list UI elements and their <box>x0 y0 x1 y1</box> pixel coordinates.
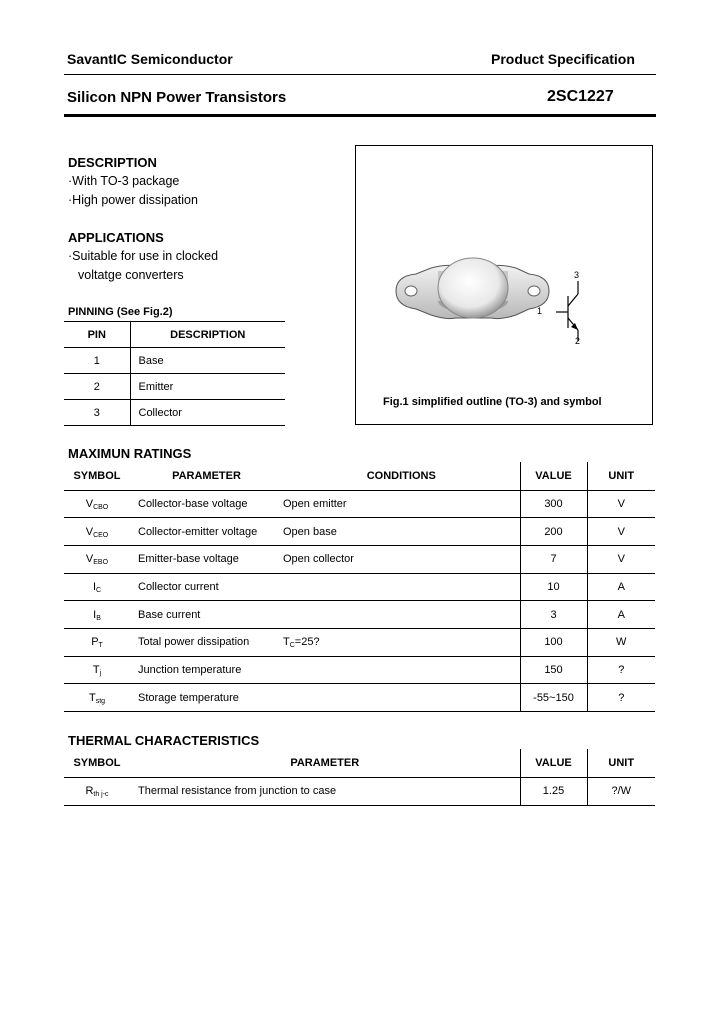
collector-pin-label: 3 <box>574 270 580 280</box>
symbol-cell: VCBO <box>64 490 130 518</box>
value-cell: -55~150 <box>520 684 587 712</box>
conditions-cell <box>283 656 520 684</box>
conditions-cell: Open collector <box>283 545 520 573</box>
to3-package-drawing <box>356 146 654 426</box>
symbol-cell: Tstg <box>64 684 130 712</box>
unit-cell: ?/W <box>587 777 655 805</box>
product-family: Silicon NPN Power Transistors <box>67 89 287 106</box>
parameter-cell: Collector current <box>130 573 283 601</box>
table-row <box>64 684 655 712</box>
base-pin-label: 1 <box>537 306 543 316</box>
header-rule-top <box>64 74 656 75</box>
parameter-cell: Junction temperature <box>130 656 283 684</box>
applications-line-1: ·Suitable for use in clocked <box>68 249 219 263</box>
table-row <box>64 348 285 374</box>
figure-caption: Fig.1 simplified outline (TO-3) and symbol <box>383 396 602 408</box>
value-cell: 200 <box>520 518 587 546</box>
table-row <box>64 777 655 805</box>
table-row <box>64 374 285 400</box>
pin-desc-header: DESCRIPTION <box>130 322 285 348</box>
description-item-1: ·With TO-3 package <box>68 174 180 188</box>
unit-cell: A <box>587 601 655 629</box>
conditions-cell: Open base <box>283 518 520 546</box>
conditions-header: CONDITIONS <box>283 462 520 490</box>
parameter-cell: Base current <box>130 601 283 629</box>
table-row <box>64 518 655 546</box>
value-cell: 3 <box>520 601 587 629</box>
parameter-cell: Storage temperature <box>130 684 283 712</box>
pin-header: PIN <box>64 322 130 348</box>
value-cell: 100 <box>520 628 587 656</box>
thermal-header-row <box>64 749 655 777</box>
parameter-header: PARAMETER <box>130 462 283 490</box>
symbol-cell: IB <box>64 601 130 629</box>
pin-number: 2 <box>64 374 130 400</box>
value-cell: 300 <box>520 490 587 518</box>
unit-cell: V <box>587 490 655 518</box>
table-row <box>64 573 655 601</box>
conditions-cell: Open emitter <box>283 490 520 518</box>
emitter-pin-label: 2 <box>575 336 581 346</box>
symbol-cell: PT <box>64 628 130 656</box>
pin-number: 3 <box>64 400 130 426</box>
table-row <box>64 656 655 684</box>
pin-description: Emitter <box>130 374 285 400</box>
header-rule-bottom <box>64 114 656 117</box>
thermal-table <box>64 749 655 806</box>
max-ratings-header-row <box>64 462 655 490</box>
symbol-header: SYMBOL <box>64 749 130 777</box>
pin-description: Collector <box>130 400 285 426</box>
symbol-cell: Rth j-c <box>64 777 130 805</box>
table-row <box>64 601 655 629</box>
pinning-header-row <box>64 322 285 348</box>
pinning-title: PINNING (See Fig.2) <box>68 306 173 318</box>
symbol-cell: VEBO <box>64 545 130 573</box>
description-title: DESCRIPTION <box>68 155 157 170</box>
unit-cell: ? <box>587 684 655 712</box>
doc-type: Product Specification <box>491 51 635 67</box>
value-cell: 150 <box>520 656 587 684</box>
value-cell: 1.25 <box>520 777 587 805</box>
table-row <box>64 400 285 426</box>
symbol-header: SYMBOL <box>64 462 130 490</box>
unit-cell: A <box>587 573 655 601</box>
symbol-cell: VCEO <box>64 518 130 546</box>
conditions-cell <box>283 601 520 629</box>
applications-title: APPLICATIONS <box>68 230 164 245</box>
conditions-cell <box>283 573 520 601</box>
value-header: VALUE <box>520 462 587 490</box>
parameter-cell: Collector-emitter voltage <box>130 518 283 546</box>
max-ratings-title: MAXIMUN RATINGS <box>68 446 192 461</box>
parameter-cell: Total power dissipation <box>130 628 283 656</box>
description-item-2: ·High power dissipation <box>68 193 198 207</box>
conditions-cell: TC=25? <box>283 628 520 656</box>
symbol-cell: Tj <box>64 656 130 684</box>
unit-cell: ? <box>587 656 655 684</box>
company-name: SavantIC Semiconductor <box>67 51 233 67</box>
unit-cell: W <box>587 628 655 656</box>
parameter-cell: Collector-base voltage <box>130 490 283 518</box>
figure-box <box>355 145 653 425</box>
unit-cell: V <box>587 545 655 573</box>
applications-line-2: voltatge converters <box>78 268 184 282</box>
unit-cell: V <box>587 518 655 546</box>
value-cell: 7 <box>520 545 587 573</box>
unit-header: UNIT <box>587 462 655 490</box>
parameter-header: PARAMETER <box>130 749 520 777</box>
max-ratings-table <box>64 462 655 712</box>
table-row <box>64 545 655 573</box>
part-number: 2SC1227 <box>547 88 614 105</box>
table-row <box>64 628 655 656</box>
pinning-table <box>64 321 285 426</box>
parameter-cell: Emitter-base voltage <box>130 545 283 573</box>
pin-description: Base <box>130 348 285 374</box>
table-row <box>64 490 655 518</box>
conditions-cell <box>283 684 520 712</box>
symbol-cell: IC <box>64 573 130 601</box>
unit-header: UNIT <box>587 749 655 777</box>
value-cell: 10 <box>520 573 587 601</box>
pin-number: 1 <box>64 348 130 374</box>
thermal-title: THERMAL CHARACTERISTICS <box>68 733 260 748</box>
value-header: VALUE <box>520 749 587 777</box>
parameter-cell: Thermal resistance from junction to case <box>130 777 520 805</box>
